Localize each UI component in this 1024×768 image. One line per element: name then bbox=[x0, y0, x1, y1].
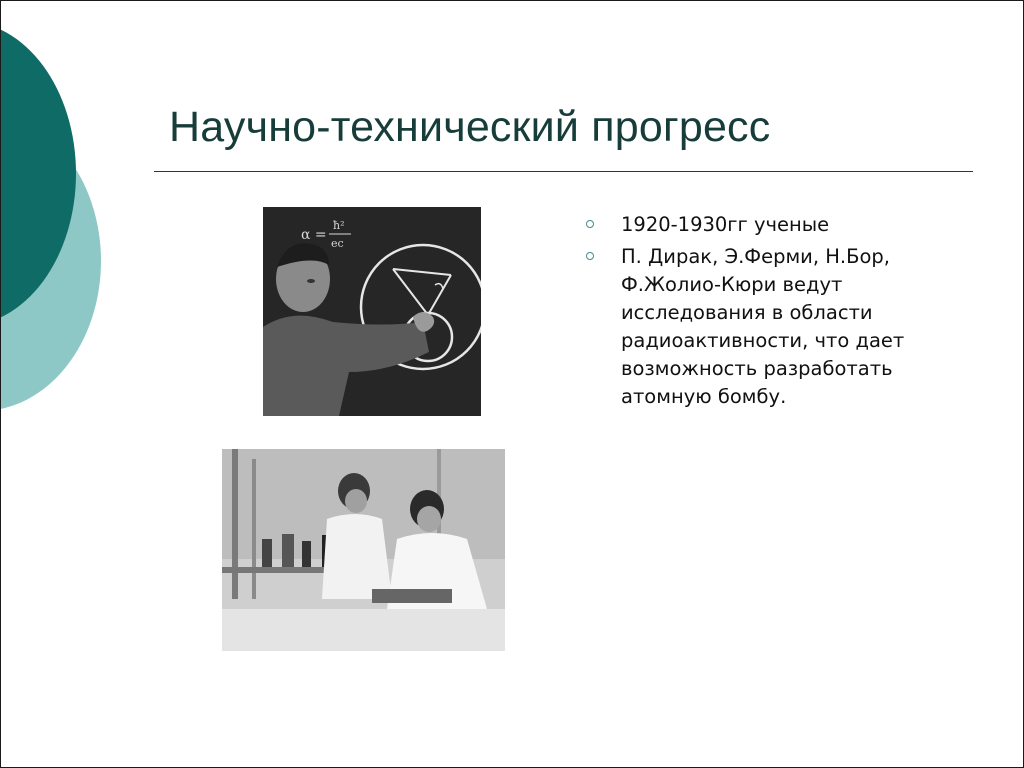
slide-title: Научно-технический прогресс bbox=[169, 103, 771, 151]
scientist-blackboard-photo bbox=[263, 207, 481, 416]
bullet-text: 1920-1930гг ученые bbox=[621, 213, 830, 236]
formula-denominator: ec bbox=[331, 237, 344, 250]
bullet-circle-icon bbox=[586, 252, 594, 260]
bullet-item bbox=[584, 211, 964, 239]
bullet-item bbox=[584, 243, 964, 411]
title-divider bbox=[154, 171, 973, 172]
laboratory-photo bbox=[222, 449, 505, 651]
formula-numerator: ħ² bbox=[333, 219, 345, 232]
bullet-list bbox=[584, 211, 964, 415]
bullet-text: П. Дирак, Э.Ферми, Н.Бор, Ф.Жолио-Кюри ведут исследования в области радиоактивности, что дает возможность разработать атомную бомбу. bbox=[621, 245, 905, 408]
formula-prefix: α = bbox=[301, 227, 327, 243]
bullet-circle-icon bbox=[586, 220, 594, 228]
